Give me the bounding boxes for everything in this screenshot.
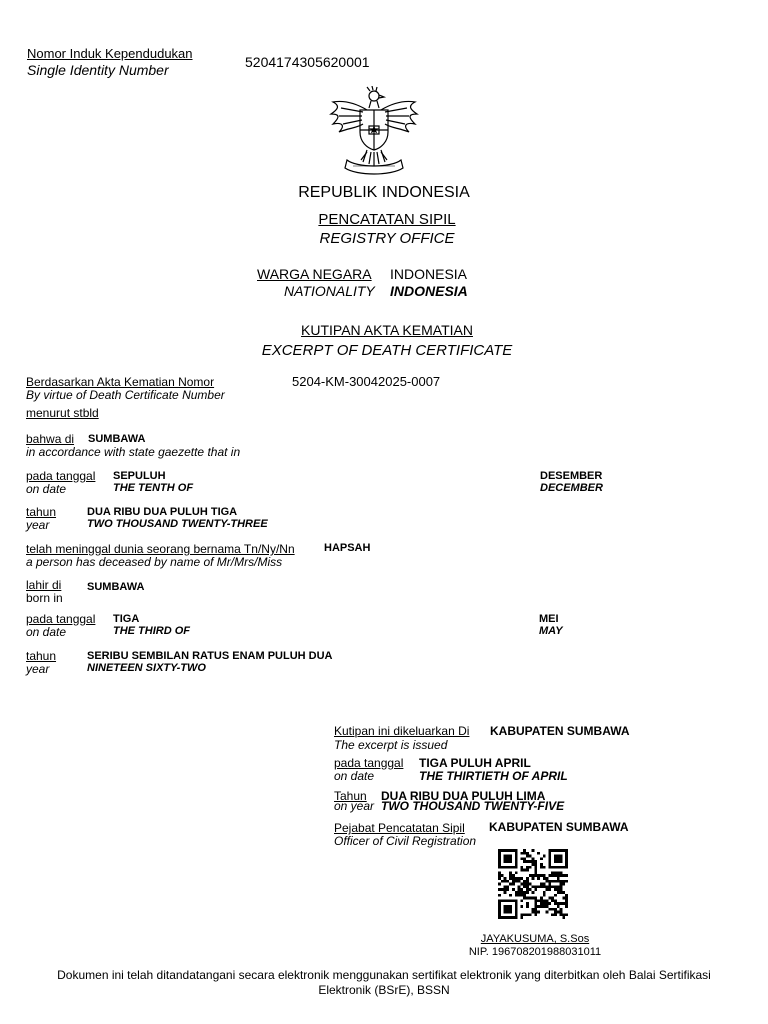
footer-line-1: Dokumen ini telah ditandatangani secara elektronik menggunakan sertifikat elektronik yang diterbitkan oleh Balai Sertifikasi — [57, 968, 711, 982]
birth-place-value: SUMBAWA — [87, 581, 145, 593]
birth-date-label-en: on date — [26, 625, 67, 639]
garuda-pancasila-emblem-icon — [327, 86, 421, 178]
footer-line-2: Elektronik (BSrE), BSSN — [318, 983, 450, 997]
document-title: KUTIPAN AKTA KEMATIAN — [301, 322, 473, 338]
officer-label: Pejabat Pencatatan Sipil — [334, 821, 465, 835]
birth-day-en: THE THIRD OF — [113, 625, 190, 637]
death-month: DESEMBER — [540, 470, 603, 482]
stbld-label: menurut stbld — [26, 406, 99, 420]
death-year-label-en: year — [26, 518, 50, 532]
issue-date: TIGA PULUH APRIL — [419, 756, 531, 770]
birth-place-label: lahir di — [26, 578, 62, 592]
qr-code-icon — [496, 849, 570, 919]
country-title: REPUBLIK INDONESIA — [298, 184, 470, 201]
officer-label-en: Officer of Civil Registration — [334, 834, 477, 848]
signatory-nip: NIP. 196708201988031011 — [468, 946, 602, 958]
birth-year: SERIBU SEMBILAN RATUS ENAM PULUH DUA — [87, 650, 333, 662]
citizenship-value: INDONESIA — [390, 266, 468, 282]
issue-date-label-en: on date — [334, 769, 375, 783]
document-title-en: EXCERPT OF DEATH CERTIFICATE — [261, 342, 513, 359]
nik-value: 5204174305620001 — [245, 54, 370, 70]
death-place-label: bahwa di — [26, 432, 75, 446]
death-month-en: DECEMBER — [540, 482, 603, 494]
person-label: telah meninggal dunia seorang bernama Tn/Ny/Nn — [26, 542, 295, 556]
person-name: HAPSAH — [324, 542, 371, 554]
basis-label-en: By virtue of Death Certificate Number — [26, 388, 225, 402]
death-place-label-en: in accordance with state gaezette that in — [26, 445, 241, 459]
birth-place-label-en: born in — [26, 591, 63, 605]
death-year-label: tahun — [26, 505, 57, 519]
birth-year-label: tahun — [26, 649, 57, 663]
office-title-en: REGISTRY OFFICE — [319, 230, 455, 247]
office-title: PENCATATAN SIPIL — [318, 211, 456, 228]
death-place-value: SUMBAWA — [88, 433, 146, 445]
officer-place: KABUPATEN SUMBAWA — [489, 820, 629, 834]
birth-month-en: MAY — [539, 625, 563, 637]
death-year-en: TWO THOUSAND TWENTY-THREE — [87, 518, 268, 530]
nationality-value: INDONESIA — [390, 283, 468, 299]
death-day: SEPULUH — [113, 470, 166, 482]
signatory-name: JAYAKUSUMA, S.Sos — [480, 933, 590, 945]
issue-year: DUA RIBU DUA PULUH LIMA — [381, 789, 546, 803]
death-date-label: pada tanggal — [26, 469, 96, 483]
person-label-en: a person has deceased by name of Mr/Mrs/Miss — [26, 555, 283, 569]
issue-year-en: TWO THOUSAND TWENTY-FIVE — [381, 799, 565, 813]
citizenship-label: WARGA NEGARA — [257, 266, 372, 282]
nationality-label: NATIONALITY — [284, 283, 375, 299]
birth-date-label: pada tanggal — [26, 612, 96, 626]
death-date-label-en: on date — [26, 482, 67, 496]
birth-day: TIGA — [113, 613, 140, 625]
nik-label: Nomor Induk Kependudukan — [27, 46, 193, 61]
nik-label-en: Single Identity Number — [27, 62, 169, 78]
death-year: DUA RIBU DUA PULUH TIGA — [87, 506, 238, 518]
birth-month: MEI — [539, 613, 559, 625]
death-day-en: THE TENTH OF — [113, 482, 194, 494]
issue-year-label-en: on year — [334, 799, 375, 813]
issue-date-en: THE THIRTIETH OF APRIL — [419, 769, 568, 783]
basis-label: Berdasarkan Akta Kematian Nomor — [26, 375, 215, 389]
birth-year-label-en: year — [26, 662, 50, 676]
issue-date-label: pada tanggal — [334, 756, 404, 770]
issued-label: Kutipan ini dikeluarkan Di — [334, 724, 470, 738]
issue-year-label: Tahun — [334, 789, 367, 803]
issued-label-en: The excerpt is issued — [334, 738, 448, 752]
certificate-number: 5204-KM-30042025-0007 — [292, 374, 441, 389]
birth-year-en: NINETEEN SIXTY-TWO — [87, 662, 206, 674]
issued-place: KABUPATEN SUMBAWA — [490, 724, 630, 738]
